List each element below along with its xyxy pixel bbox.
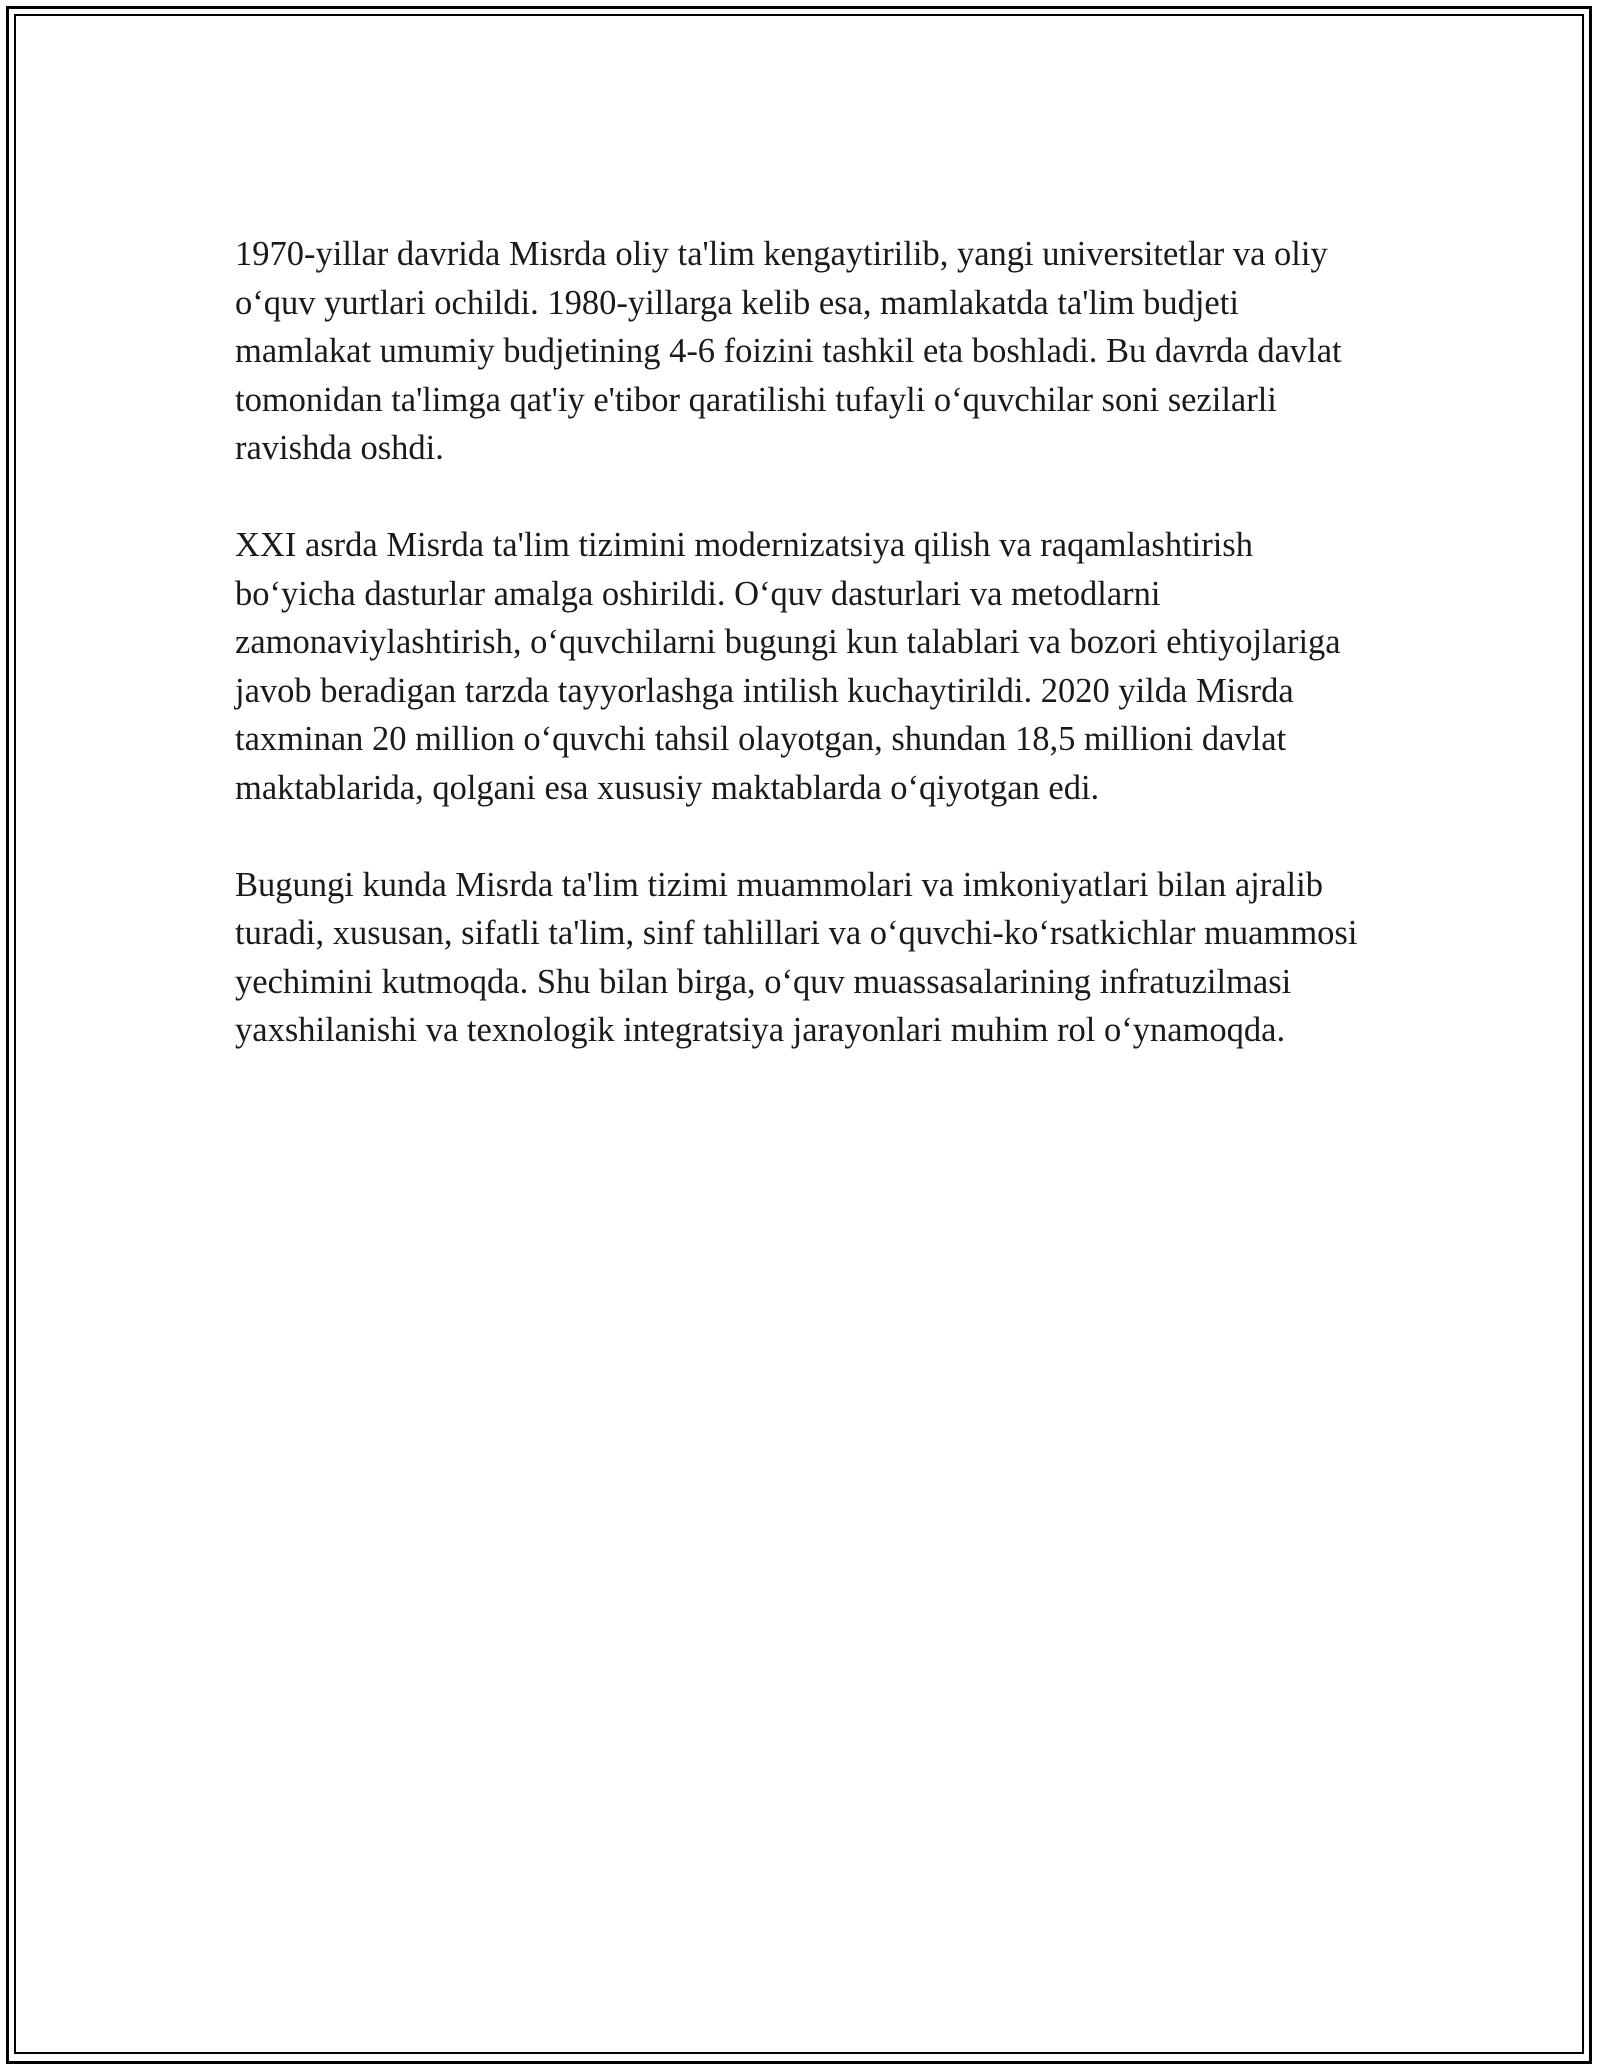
paragraph-2: XXI asrda Misrda ta'lim tizimini modernizatsiya qilish va raqamlashtirish bo‘yicha dasturlar amalga oshirildi. O‘quv dasturlari va metodlarni zamonaviylashtirish, o‘quvchilarni bugungi kun talablari va bozori ehtiyojlariga javob beradigan tarzda tayyorlashga intilish kuchaytirildi. 2020 yilda Misrda taxminan 20 million o‘quvchi tahsil olayotgan, shundan 18,5 millioni davlat maktablarida, qolgani esa xususiy maktablarda o‘qiyotgan edi.	[235, 526, 1341, 807]
document-body	[235, 230, 1370, 1103]
paragraph-3: Bugungi kunda Misrda ta'lim tizimi muammolari va imkoniyatlari bilan ajralib turadi, xususan, sifatli ta'lim, sinf tahlillari va o‘quvchi-ko‘rsatkichlar muammosi yechimini kutmoqda. Shu bilan birga, o‘quv muassasalarining infratuzilmasi yaxshilanishi va texnologik integratsiya jarayonlari muhim rol o‘ynamoqda.	[235, 865, 1358, 1049]
paragraph-1: 1970-yillar davrida Misrda oliy ta'lim kengaytirilib, yangi universitetlar va oliy o‘quv yurtlari ochildi. 1980-yillarga kelib esa, mamlakatda ta'lim budjeti mamlakat umumiy budjetining 4-6 foizini tashkil eta boshladi. Bu davrda davlat tomonidan ta'limga qat'iy e'tibor qaratilishi tufayli o‘quvchilar soni sezilarli ravishda oshdi.	[235, 235, 1342, 467]
